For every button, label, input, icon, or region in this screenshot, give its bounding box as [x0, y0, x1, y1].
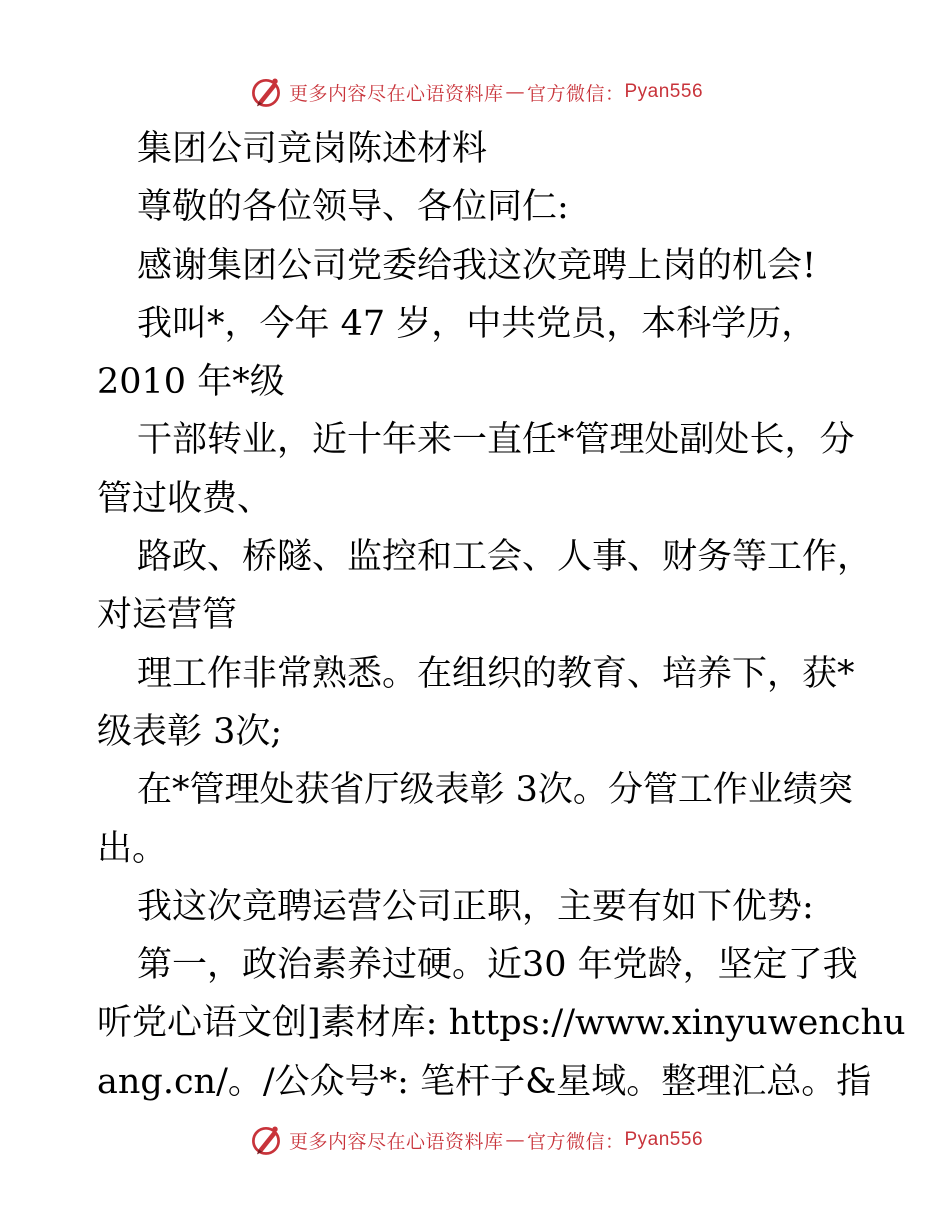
banner-wechat-id: Pyan556	[624, 1129, 704, 1150]
paragraph-line: 第一，政治素养过硬。近30 年党龄，坚定了我	[137, 945, 858, 986]
paragraph-line: 理工作非常熟悉。在组织的教育、培养下，获*	[137, 653, 855, 694]
banner-wechat-id: Pyan556	[624, 81, 704, 102]
paragraph-line: 管过收费、	[97, 478, 273, 519]
paragraph-line: 在*管理处获省厅级表彰 3次。分管工作业绩突	[137, 770, 853, 811]
footer-banner	[0, 1120, 950, 1160]
banner-text: 更多内容尽在心语资料库	[288, 82, 504, 105]
pen-logo-icon	[247, 1122, 285, 1158]
paragraph-line: 尊敬的各位领导、各位同仁:	[137, 187, 569, 228]
document-title: 集团公司竞岗陈述材料	[137, 129, 488, 169]
paragraph-line: 2010 年*级	[97, 362, 285, 403]
paragraph-line: 级表彰 3次;	[97, 711, 283, 752]
paragraph-line: 听党心语文创]素材库: https://www.xinyuwenchu	[97, 1003, 906, 1044]
banner-official-label: 官方微信：	[526, 1130, 625, 1153]
pen-logo-icon	[247, 74, 285, 110]
paragraph-line: 感谢集团公司党委给我这次竞聘上岗的机会!	[137, 245, 817, 286]
paragraph-line: 我叫*，今年 47 岁，中共党员，本科学历，	[137, 303, 817, 344]
paragraph-line: 对运营管	[97, 595, 238, 636]
paragraph-line: 出。	[97, 828, 168, 869]
banner-official-label: 官方微信：	[526, 82, 625, 105]
paragraph-line: 路政、桥隧、监控和工会、人事、财务等工作，	[137, 537, 873, 578]
header-banner	[0, 72, 950, 112]
paragraph-line: 我这次竞聘运营公司正职，主要有如下优势:	[137, 886, 814, 927]
banner-separator: —	[505, 81, 525, 103]
paragraph-line: 干部转业，近十年来一直任*管理处副处长，分	[137, 420, 855, 461]
document-body	[97, 120, 906, 1111]
banner-separator: —	[505, 1129, 525, 1151]
banner-text: 更多内容尽在心语资料库	[288, 1130, 504, 1153]
paragraph-line: ang.cn/。/公众号*: 笔杆子&星域。整理汇总。指	[97, 1061, 872, 1102]
